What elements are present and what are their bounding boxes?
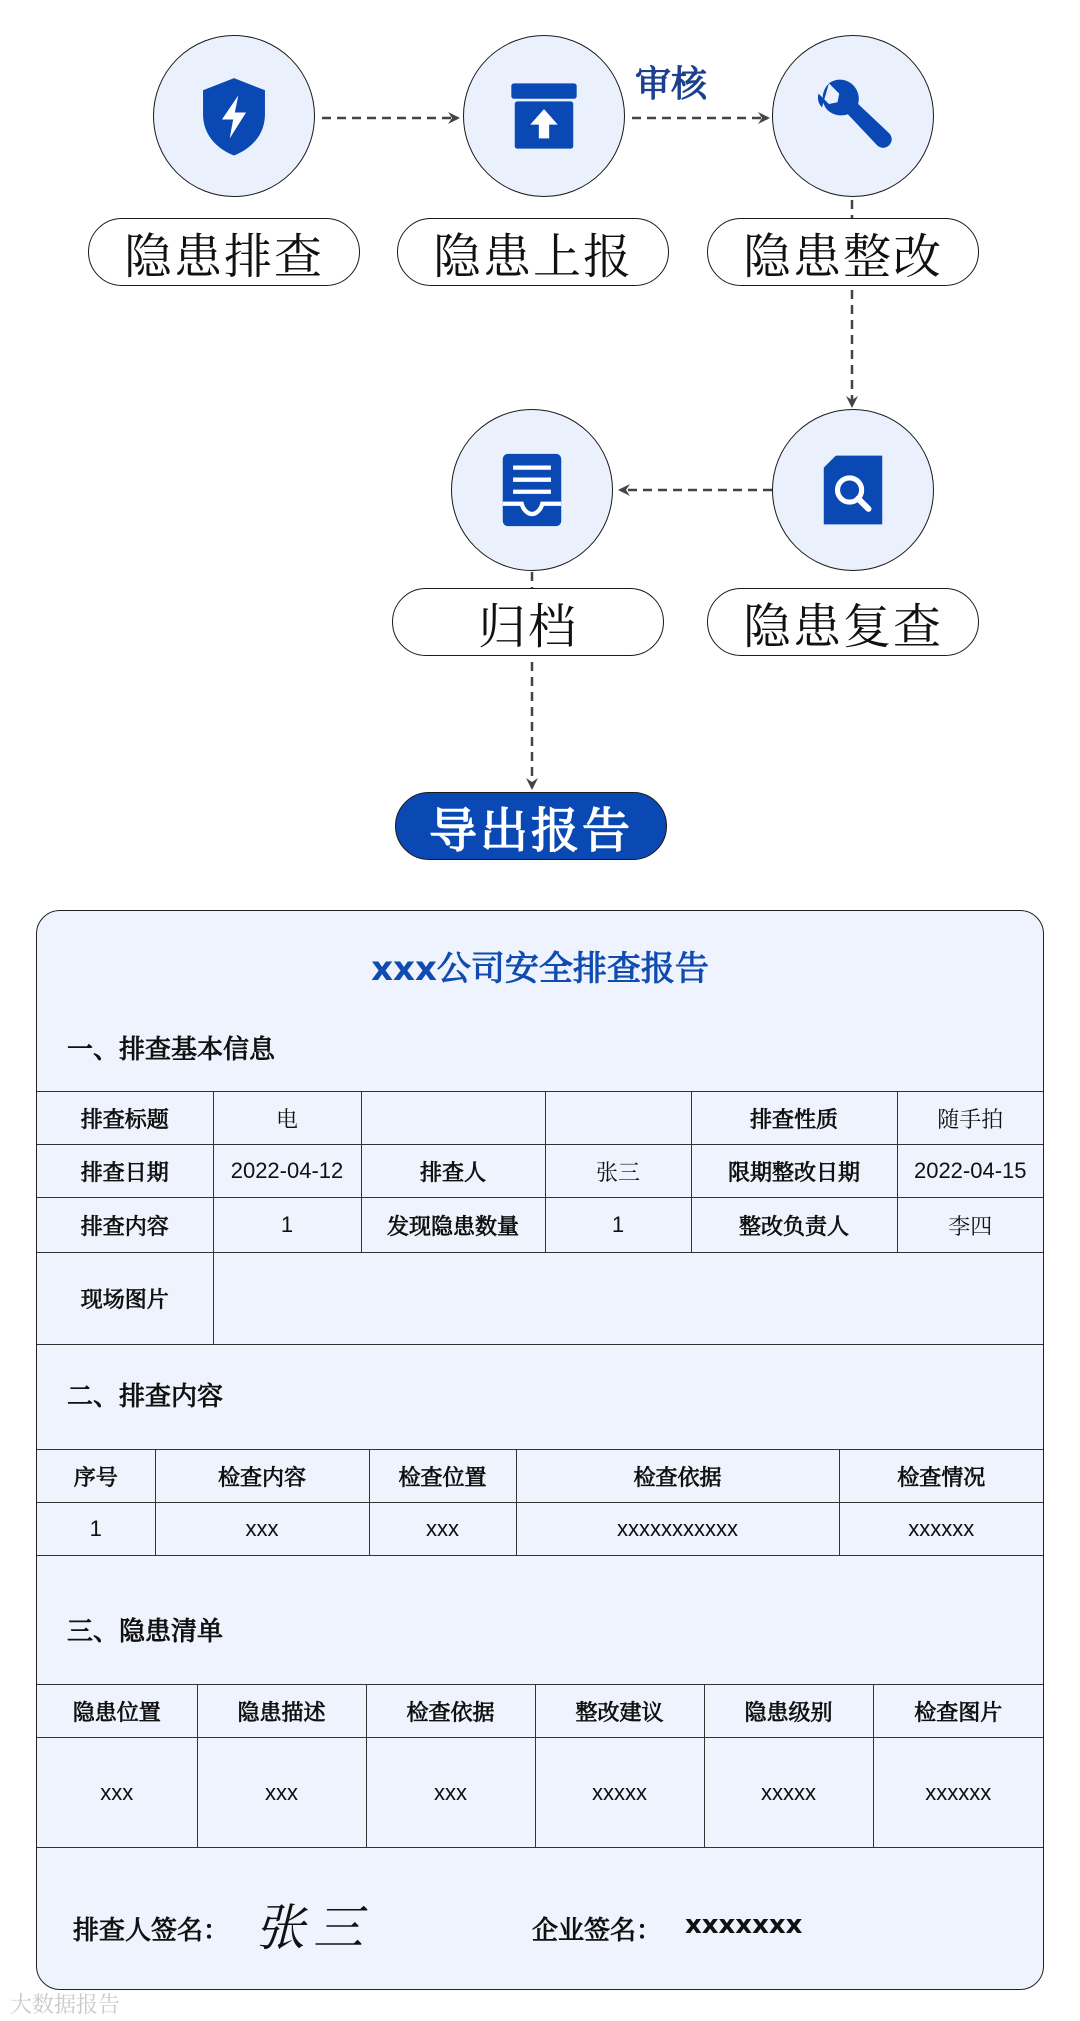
step-4-circle[interactable] (772, 409, 934, 571)
table-cell: xxx (197, 1738, 366, 1848)
table-cell: 电 (213, 1092, 361, 1145)
section-3-title: 三、隐患清单 (67, 1617, 224, 1647)
table-cell: 1 (213, 1198, 361, 1253)
table-cell: 排查内容 (37, 1198, 213, 1253)
export-report-button[interactable]: 导出报告 (395, 792, 667, 860)
column-header: 隐患描述 (197, 1685, 366, 1738)
hazard-list-table (37, 1684, 1043, 1848)
report-card (36, 910, 1044, 1990)
table-cell: xxxxxx (839, 1503, 1043, 1556)
table-cell: 随手拍 (897, 1092, 1043, 1145)
check-content-table (37, 1449, 1043, 1556)
table-cell: 限期整改日期 (691, 1145, 897, 1198)
step-5-circle[interactable] (451, 409, 613, 571)
table-cell: 整改负责人 (691, 1198, 897, 1253)
wrench-icon (810, 73, 896, 159)
table-header-row (37, 1685, 1043, 1738)
column-header: 检查图片 (873, 1685, 1043, 1738)
table-row (37, 1145, 1043, 1198)
column-header: 检查依据 (366, 1685, 535, 1738)
photo-area[interactable] (213, 1253, 1043, 1345)
table-cell: xxxxx (704, 1738, 873, 1848)
step-4-label[interactable]: 隐患复查 (707, 588, 979, 656)
table-cell: 李四 (897, 1198, 1043, 1253)
column-header: 整改建议 (535, 1685, 704, 1738)
column-header: 检查依据 (516, 1450, 839, 1503)
table-row (37, 1253, 1043, 1345)
step-1-label[interactable]: 隐患排查 (88, 218, 360, 286)
table-row (37, 1092, 1043, 1145)
section-2-title: 二、排查内容 (67, 1382, 224, 1412)
column-header: 检查情况 (839, 1450, 1043, 1503)
audit-label: 审核 (635, 64, 708, 105)
section-1-title: 一、排查基本信息 (67, 1035, 276, 1065)
table-cell: 排查日期 (37, 1145, 213, 1198)
search-doc-icon (810, 447, 896, 533)
table-cell (545, 1092, 691, 1145)
column-header: 序号 (37, 1450, 155, 1503)
table-cell: 张三 (545, 1145, 691, 1198)
table-cell: xxxxxx (873, 1738, 1043, 1848)
upload-box-icon (501, 73, 587, 159)
step-1-circle[interactable] (153, 35, 315, 197)
step-2-circle[interactable] (463, 35, 625, 197)
process-flow (0, 0, 1080, 880)
shield-bolt-icon (191, 73, 277, 159)
table-cell (361, 1092, 545, 1145)
photo-label: 现场图片 (37, 1253, 213, 1345)
table-cell: 2022-04-12 (213, 1145, 361, 1198)
step-3-label[interactable]: 隐患整改 (707, 218, 979, 286)
table-cell: 2022-04-15 (897, 1145, 1043, 1198)
column-header: 隐患级别 (704, 1685, 873, 1738)
inspector-signature-label: 排查人签名： (73, 1916, 230, 1946)
table-row (37, 1738, 1043, 1848)
company-signature-label: 企业签名： (532, 1916, 663, 1946)
table-cell: xxx (37, 1738, 197, 1848)
table-cell: xxxxx (535, 1738, 704, 1848)
table-cell: xxx (155, 1503, 369, 1556)
table-row (37, 1503, 1043, 1556)
table-cell: xxx (366, 1738, 535, 1848)
table-cell: 排查人 (361, 1145, 545, 1198)
table-cell: 发现隐患数量 (361, 1198, 545, 1253)
step-5-label[interactable]: 归档 (392, 588, 664, 656)
table-cell: xxxxxxxxxxx (516, 1503, 839, 1556)
table-row (37, 1198, 1043, 1253)
table-cell: 1 (545, 1198, 691, 1253)
column-header: 检查位置 (369, 1450, 516, 1503)
table-header-row (37, 1450, 1043, 1503)
step-2-label[interactable]: 隐患上报 (397, 218, 669, 286)
report-title: xxx公司安全排查报告 (371, 949, 709, 989)
table-cell: 排查性质 (691, 1092, 897, 1145)
column-header: 检查内容 (155, 1450, 369, 1503)
watermark: 大数据报告 (10, 1993, 121, 2018)
column-header: 隐患位置 (37, 1685, 197, 1738)
inspector-signature: 张三 (255, 1899, 371, 1957)
table-cell: xxx (369, 1503, 516, 1556)
archive-tray-icon (489, 447, 575, 533)
step-3-circle[interactable] (772, 35, 934, 197)
table-cell: 1 (37, 1503, 155, 1556)
signature-row (37, 1866, 1043, 1966)
table-cell: 排查标题 (37, 1092, 213, 1145)
company-signature-value: xxxxxxx (685, 1910, 803, 1940)
